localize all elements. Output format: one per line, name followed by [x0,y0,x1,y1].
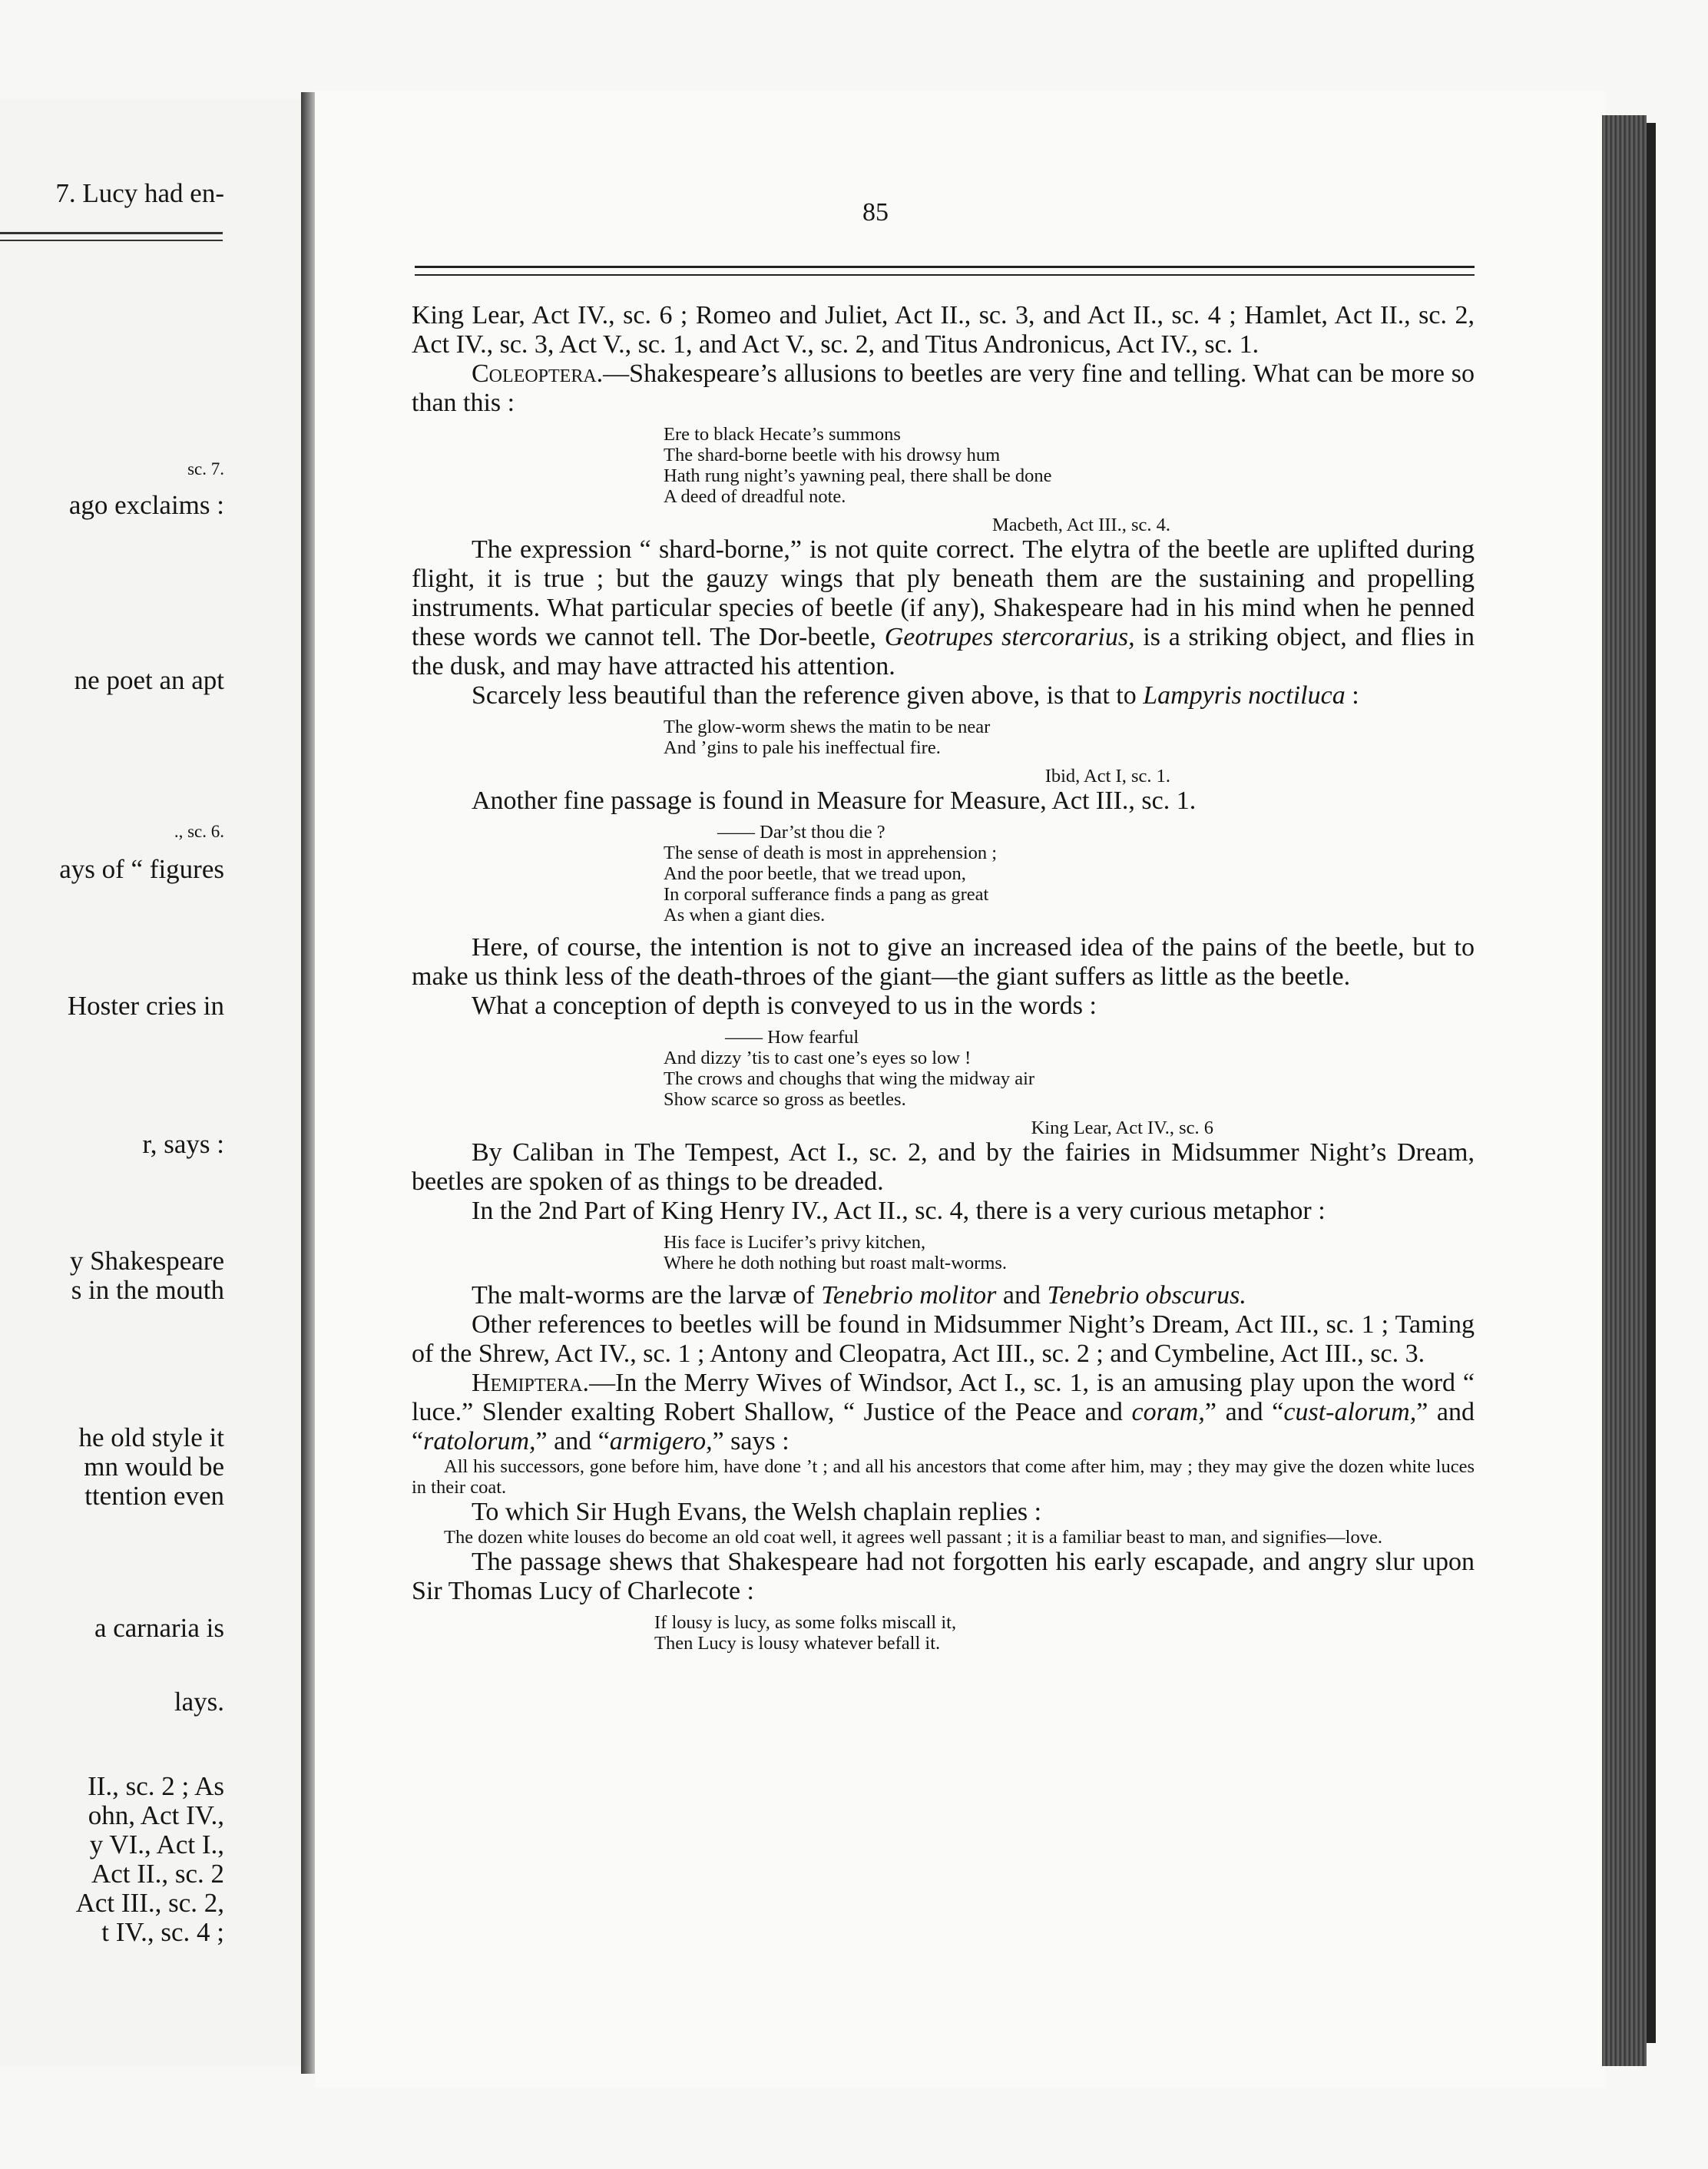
verse-quote [654,1612,1475,1654]
left-page-text-fragment: t IV., sc. 4 ; [101,1917,224,1947]
verse-quote [664,1232,1475,1273]
paragraph: King Lear, Act IV., sc. 6 ; Romeo and Juliet, Act II., sc. 3, and Act II., sc. 4 ; Hamlet, Act II., sc. 2, Act IV., sc. 3, Act V., sc. 1, and Act V., sc. 2, and Titus Andronicus, Act IV., sc. 1. [412,301,1475,359]
left-page-rule [0,240,223,241]
verse-line: The sense of death is most in apprehension ; [664,843,998,863]
verse-line: And ’gins to pale his ineffectual fire. [664,737,941,758]
paragraph: By Caliban in The Tempest, Act I., sc. 2, and by the fairies in Midsummer Night’s Dream, beetles are spoken of as things to be dreaded. [412,1138,1475,1196]
verse-line: Where he doth nothing but roast malt-worms. [664,1253,1008,1273]
paragraph-text: The malt-worms are the larvæ of [472,1281,815,1310]
header-rule [415,266,1475,268]
verse-line: The shard-borne beetle with his drowsy hum [664,445,1001,465]
verse-quote [664,424,1475,507]
left-page-text-fragment: ne poet an apt [74,665,224,695]
verse-quote [664,822,1475,926]
verse-quote [664,717,1475,758]
left-page-text-fragment: lays. [174,1687,224,1717]
paragraph [412,359,1475,418]
left-page-text-fragment: ttention even [84,1481,224,1511]
header-rule [415,274,1475,276]
paragraph-text: is a striking object, and flies in the dusk, and may have attracted his attention. [412,623,1475,681]
species-name: Tenebrio molitor [821,1281,997,1310]
verse-line: And the poor beetle, that we tread upon, [664,863,966,884]
verse-line: The crows and choughs that wing the midway air [664,1068,1035,1089]
left-page-text-fragment: r, says : [142,1129,224,1159]
verse-line: The glow-worm shews the matin to be near [664,717,991,737]
paragraph-text: ” says : [712,1427,789,1455]
left-page-text-fragment: Act II., sc. 2 [91,1859,224,1889]
latin-term: coram, [1131,1398,1205,1426]
quote-citation: King Lear, Act IV., sc. 6 [1031,1118,1213,1138]
verse-line: —— Dar’st thou die ? [717,822,885,843]
left-page-text-fragment: y Shakespeare [69,1246,224,1276]
left-page-text-fragment: II., sc. 2 ; As [88,1771,224,1801]
verse-line: Hath rung night’s yawning peal, there shall be done [664,465,1052,486]
paragraph-text: —Shakespeare’s allusions to beetles are very fine and telling. What can be more so than this : [412,359,1475,417]
verse-line: Ere to black Hecate’s summons [664,424,901,445]
verse-line: Then Lucy is lousy whatever befall it. [654,1633,941,1654]
latin-term: ratolorum, [423,1427,536,1455]
paragraph-text: ” and “ [412,1398,1475,1455]
left-page-text-fragment: s in the mouth [71,1275,224,1305]
paragraph-text: ” and “ [535,1427,610,1455]
paragraph: Other references to beetles will be found in Midsummer Night’s Dream, Act III., sc. 1 ; Taming of the Shrew, Act IV., sc. 1 ; Antony and Cleopatra, Act III., sc. 2 ; and Cymbeline, Act III., sc. 3. [412,1310,1475,1368]
verse-line: If lousy is lucy, as some folks miscall it, [654,1612,957,1633]
left-page [0,100,303,2066]
left-page-text-fragment: 7. Lucy had en- [55,178,224,208]
latin-term: armigero, [609,1427,713,1455]
prose-quote: All his successors, gone before him, have done ’t ; and all his ancestors that come after him, may ; they may give the dozen white luces in their coat. [412,1456,1475,1498]
paragraph [412,1281,1475,1310]
verse-line: His face is Lucifer’s privy kitchen, [664,1232,926,1253]
left-page-text-fragment: sc. 7. [187,459,224,479]
left-page-text-fragment: ays of “ figures [59,854,224,884]
paragraph: What a conception of depth is conveyed to us in the words : [472,992,1097,1020]
species-name: Tenebrio obscurus. [1047,1281,1246,1310]
left-page-text-fragment: a carnaria is [94,1613,224,1643]
section-heading: Hemiptera. [472,1369,590,1397]
book-gutter [301,92,315,2074]
quote-citation: Ibid, Act I, sc. 1. [1044,766,1170,786]
quote-citation: Macbeth, Act III., sc. 4. [992,515,1170,535]
left-page-rule [0,232,223,234]
species-name: Lampyris noctiluca [1143,681,1346,710]
verse-line: As when a giant dies. [664,905,826,926]
paragraph-text: ” and “ [1204,1398,1284,1426]
verse-line: Show scarce so gross as beetles. [664,1089,906,1110]
prose-quote: The dozen white louses do become an old coat well, it agrees well passant ; it is a familiar beast to man, and signifies—love. [444,1527,1382,1548]
verse-line: —— How fearful [725,1027,859,1048]
species-name: Geotrupes stercorarius, [884,623,1135,651]
verse-line: And dizzy ’tis to cast one’s eyes so low ! [664,1048,972,1068]
page-body [412,301,1475,1661]
paragraph-text: —In the Merry Wives of Windsor, Act I., sc. 1, is an amusing play upon the word “ luce.” Slender exalting Robert Shallow, “ Justice of the Peace and [412,1369,1475,1426]
left-page-text-fragment: he old style it [78,1422,224,1452]
left-page-text-fragment: ., sc. 6. [174,822,224,841]
left-page-text-fragment: ago exclaims : [68,490,224,520]
left-page-text-fragment: Hoster cries in [67,991,224,1021]
paragraph [412,1369,1475,1456]
verse-line: A deed of dreadful note. [664,486,846,507]
paragraph: In the 2nd Part of King Henry IV., Act II., sc. 4, there is a very curious metaphor : [472,1197,1326,1225]
paragraph-text: The expression “ shard-borne,” is not quite correct. The elytra of the beetle are uplifted during flight, it is true ; but the gauzy wings that ply beneath them are the sustaining and propelling instruments. What particular species of beetle (if any), Shakespeare had in his mind when he penned these words we cannot tell. The Dor-beetle, [412,535,1475,651]
paragraph: Another fine passage is found in Measure for Measure, Act III., sc. 1. [472,786,1197,815]
paragraph-text: Scarcely less beautiful than the reference given above, is that to [472,681,1137,710]
book-cover-edge [1647,123,1656,2043]
left-page-text-fragment: mn would be [84,1452,224,1482]
page-number: 85 [862,198,889,227]
verse-line: In corporal sufferance finds a pang as great [664,884,989,905]
paragraph: The passage shews that Shakespeare had not forgotten his early escapade, and angry slur upon Sir Thomas Lucy of Charlecote : [412,1548,1475,1605]
paragraph: To which Sir Hugh Evans, the Welsh chaplain replies : [472,1498,1042,1526]
paragraph-text: and [1002,1281,1041,1310]
section-heading: Coleoptera. [472,359,604,388]
left-page-text-fragment: y VI., Act I., [89,1830,224,1859]
paragraph [412,681,1475,710]
paragraph: Here, of course, the intention is not to give an increased idea of the pains of the beetle, but to make us think less of the death-throes of the giant—the giant suffers as little as the beetle. [412,933,1475,991]
left-page-text-fragment: ohn, Act IV., [88,1800,224,1830]
latin-term: cust-alorum, [1283,1398,1417,1426]
page-edges [1602,115,1647,2066]
left-page-text-fragment: Act III., sc. 2, [75,1888,224,1918]
verse-quote [664,1027,1475,1110]
paragraph [412,535,1475,681]
paragraph-text: : [1352,681,1359,710]
